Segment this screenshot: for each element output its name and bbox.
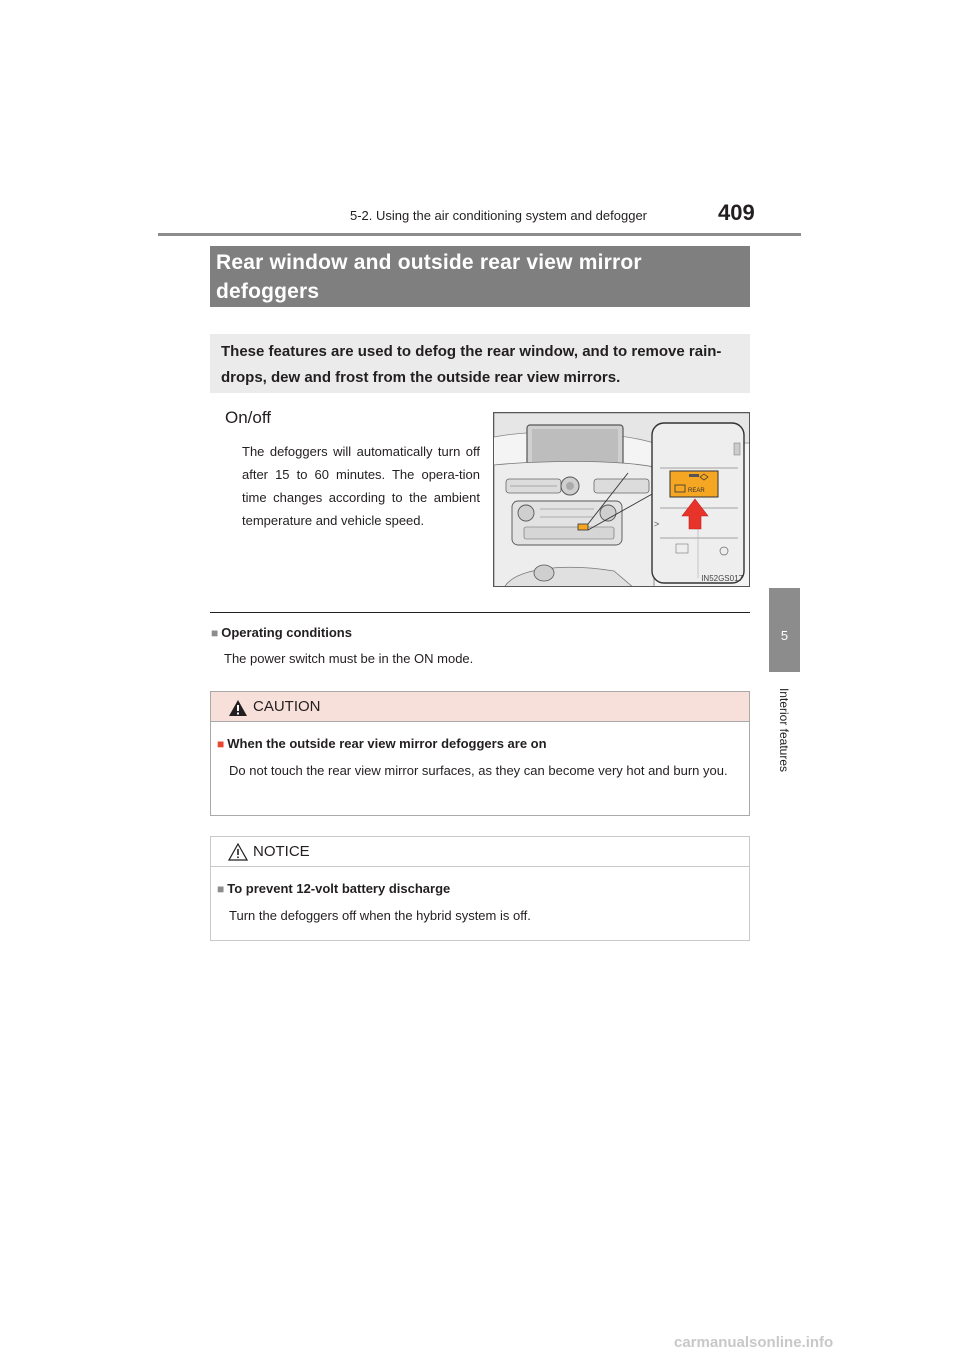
intro-line1: These features are used to defog the rear window, and to remove rain-	[221, 343, 722, 360]
caution-item-title	[217, 736, 547, 751]
caution-header	[211, 692, 749, 722]
dashboard-drawing	[494, 413, 750, 587]
caution-box	[210, 691, 750, 816]
section-rule	[210, 612, 750, 613]
page-number: 409	[718, 200, 755, 225]
warning-outline-icon	[228, 843, 248, 861]
svg-text:>: >	[654, 519, 660, 529]
caution-item-text: Do not touch the rear view mirror surfaces, as they can become very hot and burn you.	[229, 763, 728, 778]
section-title-bar	[210, 246, 750, 307]
chapter-label: Interior features	[777, 687, 791, 773]
rear-button-text: REAR	[688, 488, 705, 494]
operating-conditions-text: The power switch must be in the ON mode.	[224, 651, 474, 666]
operating-conditions-title	[211, 625, 352, 640]
section-title-line2: defoggers	[216, 280, 320, 303]
caution-item-title-text: When the outside rear view mirror defoggers are on	[227, 736, 547, 751]
notice-item-text: Turn the defoggers off when the hybrid system is off.	[229, 908, 531, 923]
on-off-label: On/off	[225, 408, 271, 427]
section-title	[216, 248, 750, 306]
rear-defogger-location-marker	[578, 524, 588, 530]
notice-header	[211, 837, 749, 867]
square-bullet-icon: ■	[211, 626, 219, 640]
intro-line2: drops, dew and frost from the outside rear view mirrors.	[221, 369, 621, 386]
section-title-line1: Rear window and outside rear view mirror	[216, 251, 642, 274]
dashboard-illustration	[493, 412, 750, 587]
notice-item-title	[217, 881, 450, 896]
on-off-description: The defoggers will automatically turn off after 15 to 60 minutes. The opera-tion time changes according to the ambient temperature and vehicle speed.	[242, 444, 480, 528]
warning-triangle-icon	[228, 699, 248, 717]
running-header-section: 5-2. Using the air conditioning system and defogger	[350, 208, 648, 223]
square-bullet-icon: ■	[217, 737, 225, 751]
operating-conditions-title-text: Operating conditions	[221, 625, 352, 640]
chapter-tab[interactable]	[769, 588, 800, 672]
watermark: carmanualsonline.info	[674, 1334, 834, 1351]
header-rule	[158, 233, 801, 236]
intro-text	[221, 339, 750, 391]
figure-code: IN52GS017	[701, 574, 743, 583]
notice-item-title-text: To prevent 12-volt battery discharge	[227, 881, 451, 896]
caution-label: CAUTION	[253, 698, 321, 715]
square-bullet-icon: ■	[217, 882, 225, 896]
notice-label: NOTICE	[253, 843, 310, 860]
notice-box	[210, 836, 750, 941]
chapter-number: 5	[780, 628, 789, 643]
intro-box	[210, 334, 750, 393]
